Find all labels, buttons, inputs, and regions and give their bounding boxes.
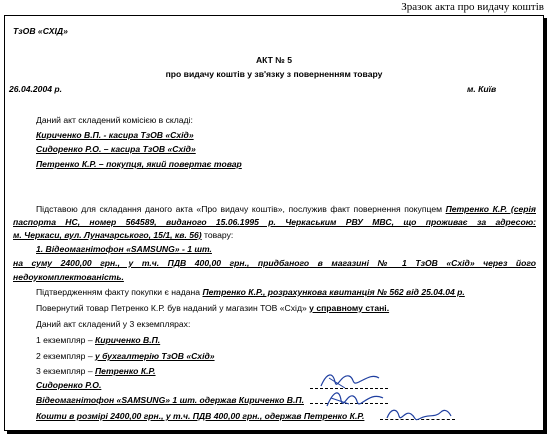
received-goods: Відеомагнітофон «SAMSUNG» 1 шт. одержав Кириченко В.П. xyxy=(36,395,304,405)
item-price-line: на суму 2400,00 грн., у т.ч. ПДВ 400,00 грн., придбаного в магазині № 1 ТзОВ «Схід» через його xyxy=(13,258,536,268)
act-subtitle: про видачу коштів у зв'язку з поверненням товару xyxy=(165,69,383,79)
document-caption: Зразок акта про видачу коштів xyxy=(401,1,544,13)
received-money: Кошти в розмірі 2400,00 грн., у т.ч. ПДВ 400,00 грн., одержав Петренко К.Р. xyxy=(36,411,365,421)
act-title: АКТ № 5 xyxy=(255,55,293,65)
act-document xyxy=(4,15,544,431)
basis-line-3: м. Черкаси, вул. Луначарського, 15/1, кв. 56) товару: xyxy=(13,230,234,240)
purchase-proof: Підтвердженням факту покупки є надана Петренко К.Р., розрахункова квитанція № 562 від 25.04.04 р. xyxy=(36,287,465,297)
basis-line-1: Підставою для складання даного акта «Про видачу коштів», послужив факт повернення покупцем Петренко К.Р. (серія xyxy=(36,204,536,214)
commission-member: Кириченко В.П. - касира ТзОВ «Схід» xyxy=(36,130,194,140)
commission-member: Петренко К.Р. – покупця, який повертає товар xyxy=(36,159,242,169)
copies-intro: Даний акт складений у 3 екземплярах: xyxy=(36,319,191,329)
company-name: ТзОВ «СХІД» xyxy=(13,26,68,36)
commission-member: Сидоренко Р.О. – касира ТзОВ «Схід» xyxy=(36,144,196,154)
returned-item: 1. Відеомагнітофон «SAMSUNG» - 1 шт. xyxy=(36,244,212,254)
act-date: 26.04.2004 р. xyxy=(9,84,63,94)
copy-item: 3 екземпляр – Петренко К.Р. xyxy=(36,366,156,376)
commission-intro: Даний акт складений комісією в складі: xyxy=(36,115,193,125)
act-city: м. Київ xyxy=(467,84,497,94)
basis-line-2: паспорта НС, номер 564589, виданого 15.06.1995 р. Черкаським РВУ МВС, що проживає за адресою: xyxy=(13,217,536,227)
item-reason: недоукомплектованість. xyxy=(13,272,124,282)
signer-name: Сидоренко Р.О. xyxy=(36,380,102,390)
return-condition: Повернутий товар Петренко К.Р. був наданий у магазин ТОВ «Схід» у справному стані. xyxy=(36,303,390,313)
copy-item: 2 екземпляр – у бухгалтерію ТзОВ «Схід» xyxy=(36,351,215,361)
copy-item: 1 екземпляр – Кириченко В.П. xyxy=(36,335,161,345)
handwritten-signature xyxy=(383,402,453,426)
handwritten-signature xyxy=(323,386,388,412)
